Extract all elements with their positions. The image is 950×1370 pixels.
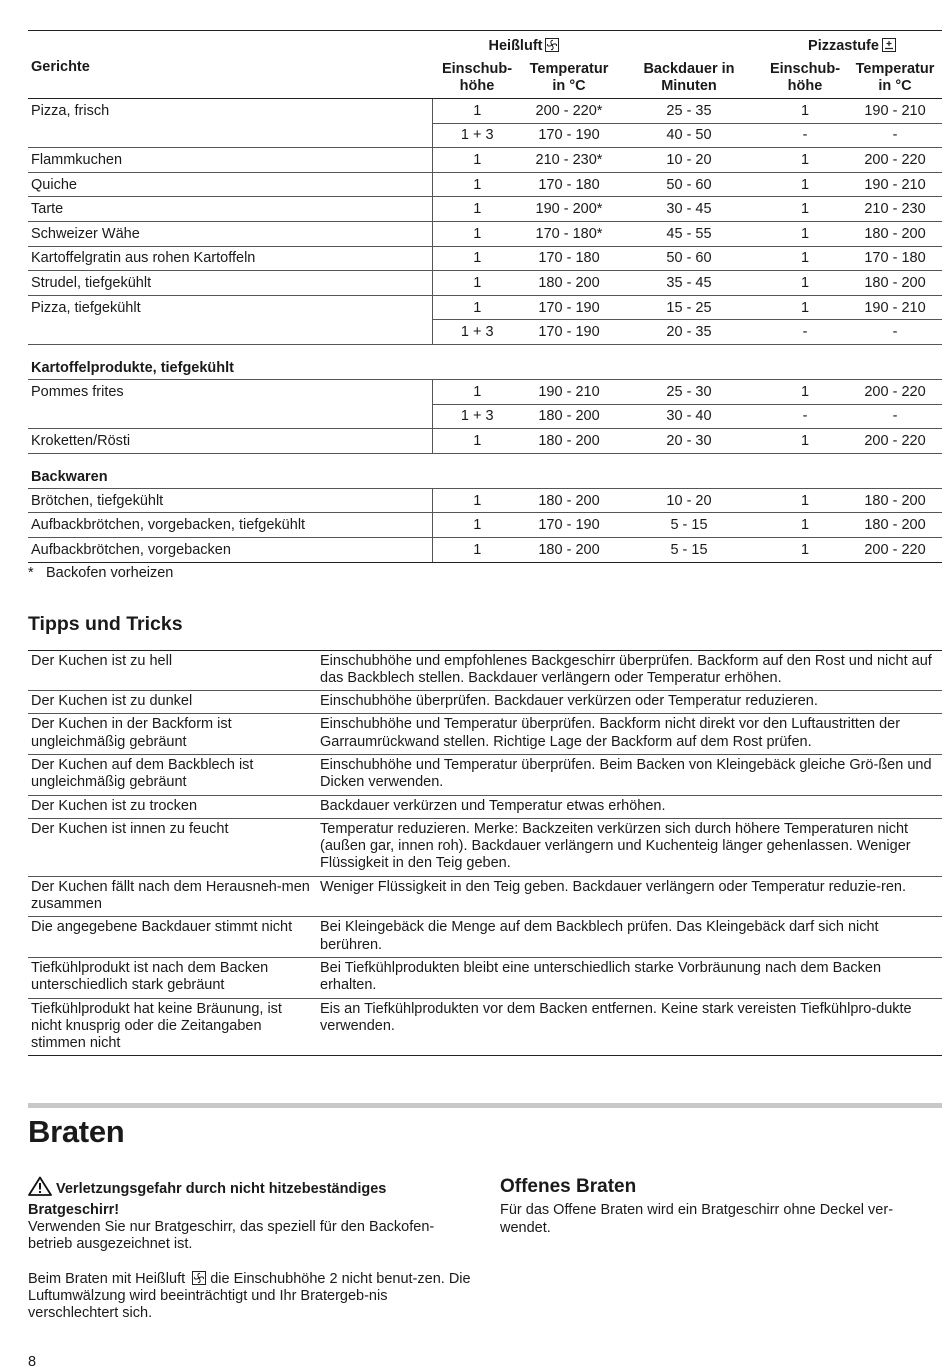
table-cell: 1 + 3 (432, 123, 522, 148)
col-header-gerichte: Gerichte (28, 59, 432, 99)
dish-name: Kroketten/Rösti (28, 429, 432, 454)
table-cell: 1 (762, 99, 848, 124)
tip-problem: Der Kuchen in der Backform ist ungleichmäßig gebräunt (28, 714, 317, 755)
table-cell: 200 - 220 (848, 537, 942, 562)
table-cell: - (762, 320, 848, 345)
braten-title: Braten (28, 1114, 125, 1150)
table-cell: 15 - 25 (616, 295, 762, 320)
table-cell: 210 - 230* (522, 148, 616, 173)
table-row (28, 320, 942, 345)
table-row (28, 172, 942, 197)
cooking-table (28, 30, 942, 563)
tip-solution: Weniger Flüssigkeit in den Teig geben. Backdauer verlängern oder Temperatur reduzie-ren. (317, 876, 942, 917)
tip-solution: Eis an Tiefkühlprodukten vor dem Backen entfernen. Keine stark vereisten Tiefkühlpro-dukte verwenden. (317, 998, 942, 1056)
tip-problem: Tiefkühlprodukt hat keine Bräunung, ist nicht knusprig oder die Zeitangaben stimmen nicht (28, 998, 317, 1056)
table-cell: 200 - 220 (848, 379, 942, 404)
table-cell: - (848, 123, 942, 148)
dish-name: Schweizer Wähe (28, 221, 432, 246)
col-header-temperatur: Temperatur in °C (522, 59, 616, 99)
heissluft-note: Beim Braten mit Heißluft die Einschubhöhe 2 nicht benut-zen. Die Luftumwälzung wird beeinträchtigt und Ihr Bratergeb-nis verschlechtert sich. (28, 1270, 471, 1322)
table-cell: 1 (762, 295, 848, 320)
table-cell: - (762, 123, 848, 148)
warning-text: Verwenden Sie nur Bratgeschirr, das speziell für den Backofen-betrieb ausgezeichnet ist. (28, 1219, 435, 1253)
tip-solution: Einschubhöhe überprüfen. Backdauer verkürzen oder Temperatur reduzieren. (317, 691, 942, 714)
dish-name: Pommes frites (31, 383, 124, 400)
table-cell: 1 (432, 246, 522, 271)
table-cell: 1 (432, 295, 522, 320)
table-cell: 25 - 30 (616, 379, 762, 404)
tip-solution: Einschubhöhe und Temperatur überprüfen. Backform nicht direkt vor den Luftaustritten der Garraumrückwand stellen. Richtige Lage der Backform auf dem Rost prüfen. (317, 714, 942, 755)
section-label: Kartoffelprodukte, tiefgekühlt (28, 344, 942, 379)
table-cell: 1 (762, 221, 848, 246)
tips-row (28, 998, 942, 1056)
section-row (28, 453, 942, 488)
table-cell: 10 - 20 (616, 148, 762, 173)
table-cell: 1 (432, 221, 522, 246)
dish-name: Aufbackbrötchen, vorgebacken, tiefgekühlt (28, 513, 432, 538)
table-cell: 190 - 210 (522, 379, 616, 404)
table-footnote: * Backofen vorheizen (28, 564, 174, 581)
section-label: Backwaren (28, 453, 942, 488)
tips-row (28, 876, 942, 917)
table-cell: 1 (432, 172, 522, 197)
table-cell: 5 - 15 (616, 537, 762, 562)
table-cell: 180 - 200 (522, 404, 616, 429)
tip-problem: Der Kuchen ist zu dunkel (28, 691, 317, 714)
page (28, 30, 942, 1366)
table-cell: 180 - 200 (848, 488, 942, 513)
table-row (28, 148, 942, 173)
dish-name: Flammkuchen (28, 148, 432, 173)
table-cell: 1 (762, 172, 848, 197)
table-cell: 180 - 200 (848, 221, 942, 246)
offenes-braten-title: Offenes Braten (500, 1176, 637, 1198)
table-cell: 170 - 190 (522, 123, 616, 148)
table-cell: 180 - 200 (848, 271, 942, 296)
table-cell: 1 (762, 488, 848, 513)
dish-name (28, 320, 432, 345)
cooking-table-body (28, 99, 942, 563)
tip-problem: Tiefkühlprodukt ist nach dem Backen unterschiedlich stark gebräunt (28, 957, 317, 998)
table-cell: 25 - 35 (616, 99, 762, 124)
tip-solution: Temperatur reduzieren. Merke: Backzeiten verkürzen sich durch höhere Temperaturen nicht (außen gar, innen roh). Backdauer verlängern und Kuchenteig länger gehenlassen. Weniger Flüssigkeit in den Teig geben. (317, 818, 942, 876)
table-cell: 170 - 180* (522, 221, 616, 246)
table-cell: 30 - 45 (616, 197, 762, 222)
table-cell: 1 (762, 197, 848, 222)
tips-table (28, 650, 942, 1057)
table-row (28, 246, 942, 271)
tips-row (28, 754, 942, 795)
table-cell: 180 - 200 (522, 271, 616, 296)
table-cell: 1 (432, 513, 522, 538)
table-cell: 210 - 230 (848, 197, 942, 222)
table-row (28, 221, 942, 246)
tip-solution: Backdauer verkürzen und Temperatur etwas erhöhen. (317, 795, 942, 818)
table-row (28, 513, 942, 538)
table-cell: 1 (762, 148, 848, 173)
table-cell: 1 (762, 246, 848, 271)
table-cell: 1 (432, 429, 522, 454)
table-cell: 1 (762, 513, 848, 538)
hot-air-fan-icon (545, 38, 559, 52)
table-cell: 170 - 180 (848, 246, 942, 271)
col-header-pizza-temperatur: Temperatur in °C (848, 59, 942, 99)
table-cell: - (848, 320, 942, 345)
tips-row (28, 691, 942, 714)
dish-name: Pizza, frisch (31, 103, 110, 120)
table-cell: 1 (432, 537, 522, 562)
table-cell: - (762, 404, 848, 429)
table-cell: 190 - 210 (848, 172, 942, 197)
table-cell: 1 (762, 429, 848, 454)
table-row (28, 99, 942, 124)
tips-row (28, 818, 942, 876)
table-cell: 35 - 45 (616, 271, 762, 296)
table-cell: 180 - 200 (522, 488, 616, 513)
group-header-pizzastufe: Pizzastufe (762, 31, 942, 59)
table-cell: 190 - 210 (848, 295, 942, 320)
tip-problem: Der Kuchen ist zu trocken (28, 795, 317, 818)
braten-columns (28, 1176, 942, 1366)
table-cell: 190 - 210 (848, 99, 942, 124)
table-cell: 20 - 30 (616, 429, 762, 454)
tips-table-body (28, 650, 942, 1056)
table-cell: 170 - 180 (522, 172, 616, 197)
table-cell: 200 - 220 (848, 429, 942, 454)
dish-name: Pizza, tiefgekühlt (31, 299, 141, 316)
pizza-setting-icon (882, 38, 896, 52)
table-cell: 170 - 190 (522, 513, 616, 538)
table-column-header-row (28, 59, 942, 99)
table-cell: 1 + 3 (432, 320, 522, 345)
tip-solution: Bei Kleingebäck die Menge auf dem Backblech prüfen. Das Kleingebäck darf sich nicht berühren. (317, 917, 942, 958)
table-cell: - (848, 404, 942, 429)
table-cell: 1 (432, 197, 522, 222)
dish-name: Brötchen, tiefgekühlt (28, 488, 432, 513)
warning-triangle-icon (28, 1176, 52, 1201)
dish-name: Kartoffelgratin aus rohen Kartoffeln (28, 246, 432, 271)
table-cell: 1 (432, 488, 522, 513)
table-cell: 1 (762, 271, 848, 296)
dish-name: Tarte (28, 197, 432, 222)
table-row (28, 295, 942, 320)
tips-title: Tipps und Tricks (28, 612, 183, 635)
table-cell: 10 - 20 (616, 488, 762, 513)
table-cell: 170 - 190 (522, 295, 616, 320)
braten-right-column (500, 1176, 942, 1237)
table-cell: 1 (432, 99, 522, 124)
table-cell: 40 - 50 (616, 123, 762, 148)
table-row (28, 429, 942, 454)
table-cell: 1 (762, 537, 848, 562)
offenes-braten-text: Für das Offene Braten wird ein Bratgeschirr ohne Deckel ver-wendet. (500, 1202, 894, 1236)
warning-heading: Verletzungsgefahr durch nicht hitzebeständiges Bratgeschirr! (28, 1176, 474, 1219)
table-cell: 1 (432, 271, 522, 296)
tip-problem: Der Kuchen ist zu hell (28, 650, 317, 691)
table-cell: 170 - 180 (522, 246, 616, 271)
col-header-pizza-einschubhoehe: Einschub- höhe (762, 59, 848, 99)
tip-problem: Der Kuchen fällt nach dem Herausneh-men zusammen (28, 876, 317, 917)
tips-row (28, 714, 942, 755)
tip-problem: Der Kuchen ist innen zu feucht (28, 818, 317, 876)
hot-air-fan-icon (192, 1271, 206, 1285)
table-cell: 45 - 55 (616, 221, 762, 246)
table-row (28, 197, 942, 222)
table-cell: 20 - 35 (616, 320, 762, 345)
tip-solution: Einschubhöhe und empfohlenes Backgeschirr überprüfen. Backform auf den Rost und nicht auf das Backblech stellen. Backdauer verlängern oder Temperatur erhöhen. (317, 650, 942, 691)
tips-row (28, 957, 942, 998)
table-row (28, 123, 942, 148)
table-cell: 190 - 200* (522, 197, 616, 222)
table-cell: 1 (432, 379, 522, 404)
table-cell: 1 (432, 148, 522, 173)
group-header-heissluft: Heißluft (432, 31, 616, 59)
table-cell: 5 - 15 (616, 513, 762, 538)
table-cell: 180 - 200 (522, 429, 616, 454)
section-row (28, 344, 942, 379)
section-divider (28, 1103, 942, 1108)
braten-left-column (28, 1176, 474, 1322)
table-row (28, 488, 942, 513)
table-cell: 30 - 40 (616, 404, 762, 429)
tips-row (28, 917, 942, 958)
dish-name: Quiche (28, 172, 432, 197)
table-row (28, 379, 942, 404)
tip-solution: Bei Tiefkühlprodukten bleibt eine unterschiedlich starke Vorbräunung nach dem Backen erhalten. (317, 957, 942, 998)
tip-problem: Der Kuchen auf dem Backblech ist ungleichmäßig gebräunt (28, 754, 317, 795)
table-cell: 180 - 200 (522, 537, 616, 562)
tips-row (28, 795, 942, 818)
table-row (28, 271, 942, 296)
table-cell: 200 - 220 (848, 148, 942, 173)
table-row (28, 404, 942, 429)
dish-name (28, 404, 432, 429)
table-row (28, 537, 942, 562)
dish-name (28, 123, 432, 148)
tips-row (28, 650, 942, 691)
col-header-einschubhoehe: Einschub- höhe (432, 59, 522, 99)
table-cell: 50 - 60 (616, 246, 762, 271)
tip-solution: Einschubhöhe und Temperatur überprüfen. Beim Backen von Kleingebäck gleiche Grö-ßen und Dicken verwenden. (317, 754, 942, 795)
table-cell: 50 - 60 (616, 172, 762, 197)
page-number: 8 (28, 1354, 37, 1370)
table-cell: 1 + 3 (432, 404, 522, 429)
table-cell: 1 (762, 379, 848, 404)
table-cell: 200 - 220* (522, 99, 616, 124)
dish-name: Aufbackbrötchen, vorgebacken (28, 537, 432, 562)
table-cell: 180 - 200 (848, 513, 942, 538)
tip-problem: Die angegebene Backdauer stimmt nicht (28, 917, 317, 958)
table-cell: 170 - 190 (522, 320, 616, 345)
dish-name: Strudel, tiefgekühlt (28, 271, 432, 296)
table-group-header-row (28, 31, 942, 59)
col-header-backdauer: Backdauer in Minuten (616, 59, 762, 99)
